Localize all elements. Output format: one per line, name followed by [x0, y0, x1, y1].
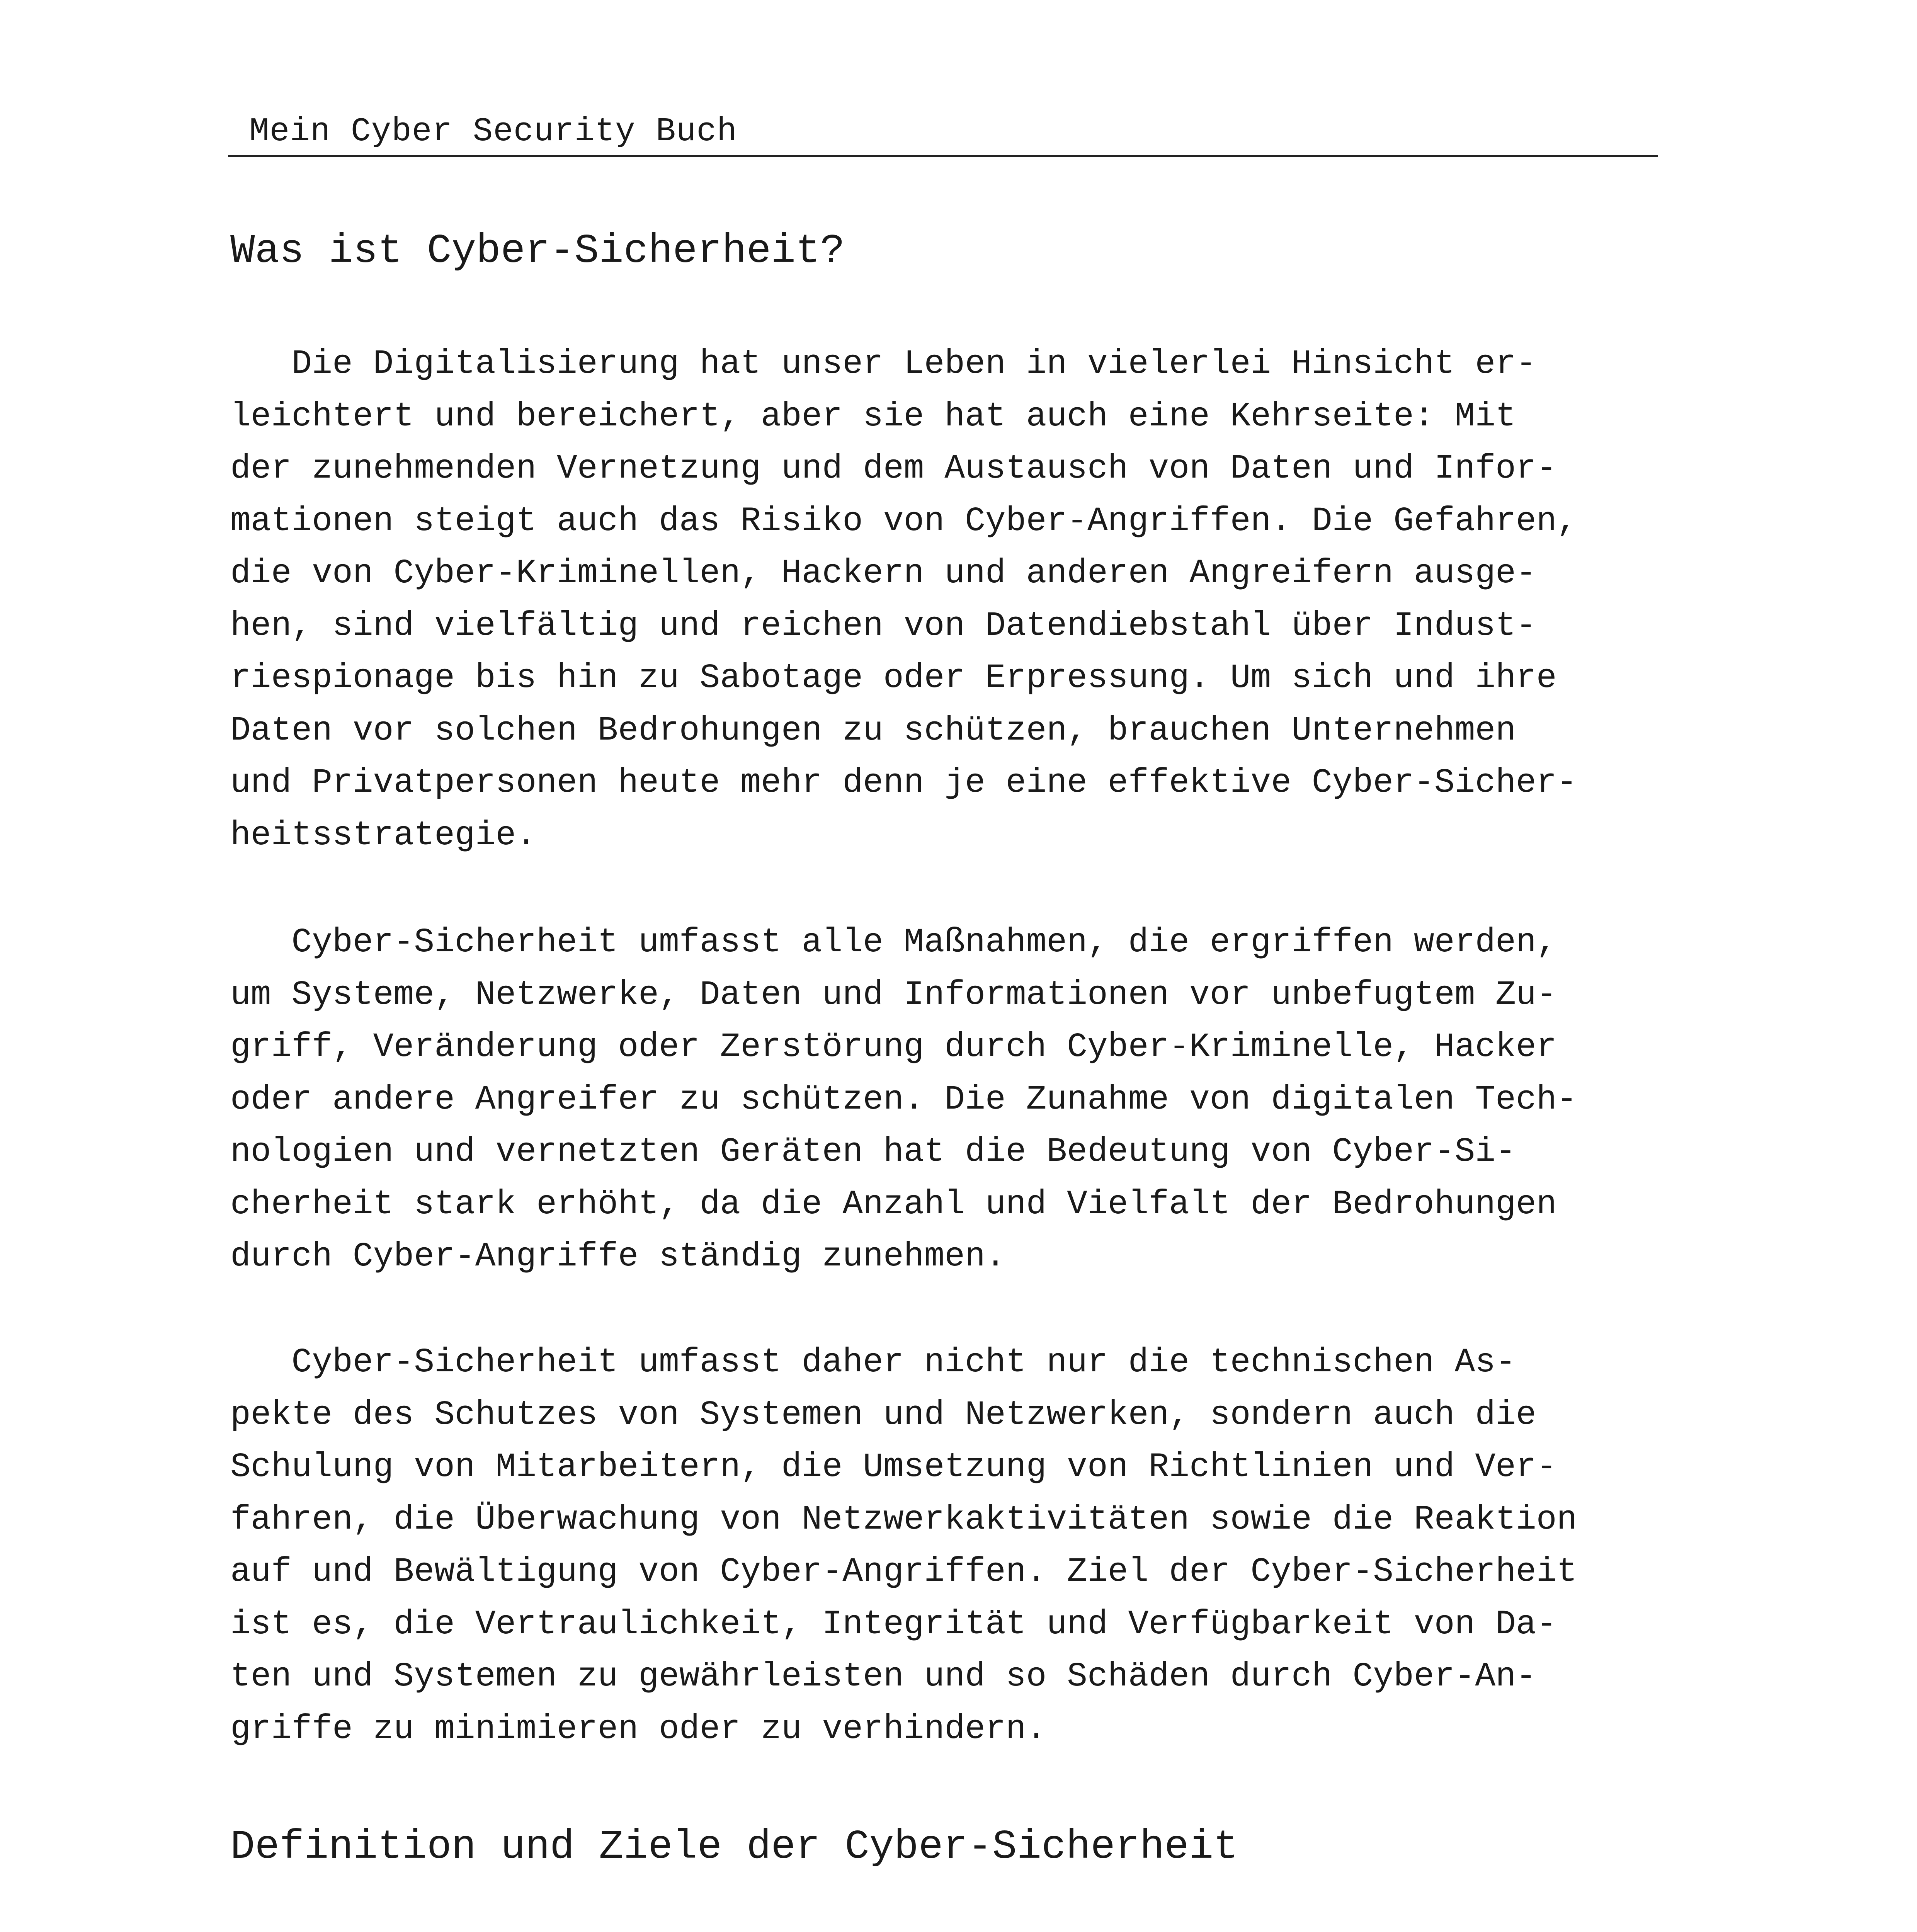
body-paragraph: Cyber-Sicherheit umfasst alle Maßnahmen, die ergriffen werden, um Systeme, Netzwerke, Daten und Informationen vor unbefugtem Zu- griff, Veränderung oder Zerstörung durch Cyber-Kriminelle, Hacker oder andere Angreifer zu schützen. Die Zunahme von digitalen Tech- nologien und vernetzten Geräten hat die Bedeutung von Cyber-Si- cherheit stark erhöht, da die Anzahl und Vielfalt der Bedrohungen durch Cyber-Angriffe ständig zunehmen. [230, 923, 1577, 1276]
body-paragraph: Cyber-Sicherheit umfasst daher nicht nur die technischen As- pekte des Schutzes von Systemen und Netzwerken, sondern auch die Schulung von Mitarbeitern, die Umsetzung von Richtlinien und Ver- fahren, die Überwachung von Netzwerkaktivitäten sowie die Reaktion auf und Bewältigung von Cyber-Angriffen. Ziel der Cyber-Sicherheit ist es, die Vertraulichkeit, Integrität und Verfügbarkeit von Da- ten und Systemen zu gewährleisten und so Schäden durch Cyber-An- griffe zu minimieren oder zu verhindern. [230, 1344, 1577, 1748]
section-heading: Definition und Ziele der Cyber-Sicherheit [230, 1824, 1238, 1870]
running-header-title: Mein Cyber Security Buch [249, 112, 737, 150]
body-paragraph: Die Digitalisierung hat unser Leben in vielerlei Hinsicht er- leichtert und bereichert, aber sie hat auch eine Kehrseite: Mit der zunehmenden Vernetzung und dem Austausch von Daten und Infor- mationen steigt auch das Risiko von Cyber-Angriffen. Die Gefahren, die von Cyber-Kriminellen, Hackern und anderen Angreifern ausge- hen, sind vielfältig und reichen von Datendiebstahl über Indust- riespionage bis hin zu Sabotage oder Erpressung. Um sich und ihre Daten vor solchen Bedrohungen zu schützen, brauchen Unternehmen und Privatpersonen heute mehr denn je eine effektive Cyber-Sicher- heitsstrategie. [230, 345, 1577, 855]
section-heading: Was ist Cyber-Sicherheit? [230, 228, 845, 274]
running-header [228, 104, 1658, 157]
